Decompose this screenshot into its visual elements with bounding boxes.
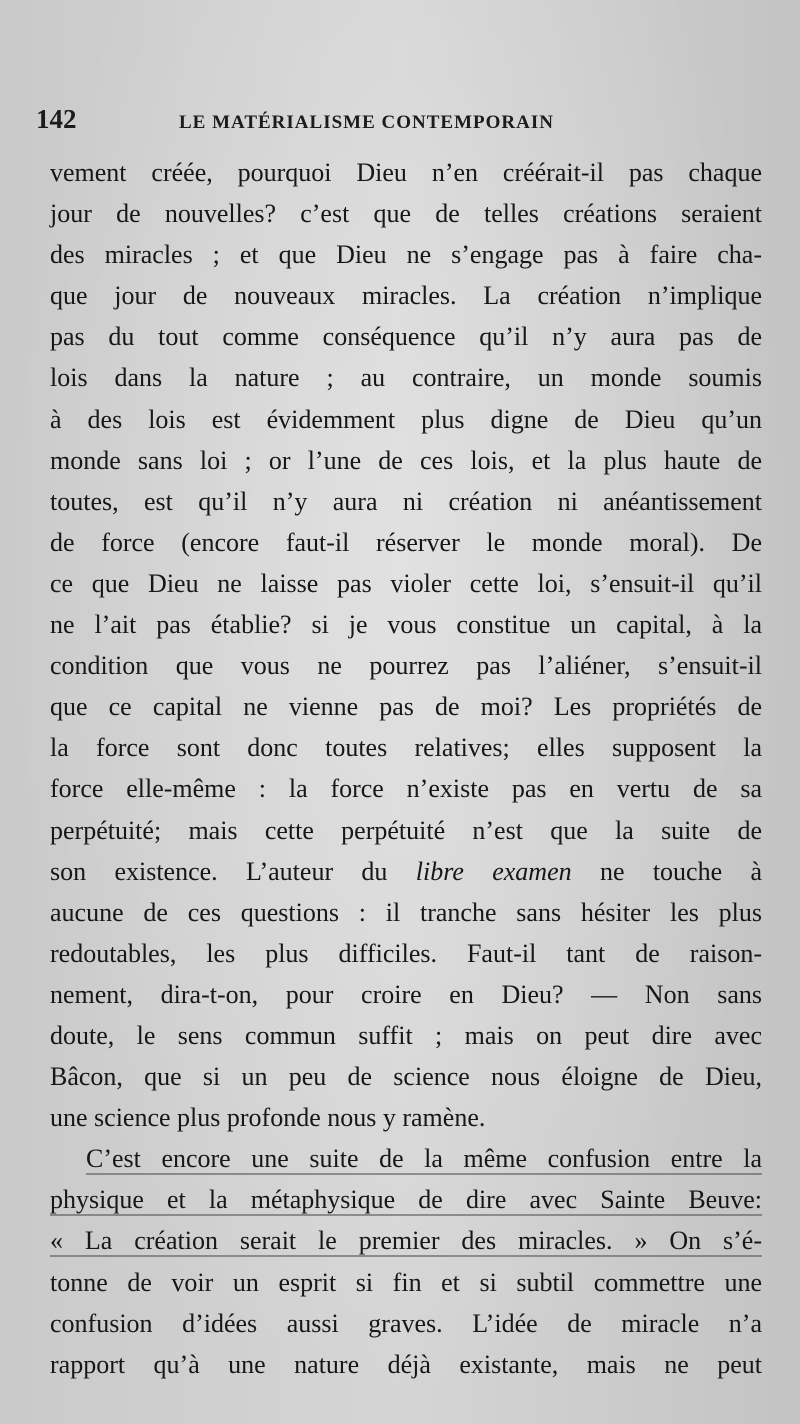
page-number: 142 xyxy=(36,104,77,134)
text-line: que jour de nouveaux miracles. La création n’implique xyxy=(50,281,762,311)
text-line: physique et la métaphysique de dire avec Sainte Beuve: xyxy=(50,1185,762,1215)
paragraph-last-line: une science plus profonde nous y ramène. xyxy=(50,1103,486,1133)
text-line: toutes, est qu’il n’y aura ni création ni anéantissement xyxy=(50,486,762,516)
text-segment: ne touche à xyxy=(571,856,762,886)
text-line: ce que Dieu ne laisse pas violer cette loi, s’ensuit-il qu’il xyxy=(50,568,762,598)
text-line: redoutables, les plus difficiles. Faut-il tant de raison- xyxy=(50,938,762,968)
italic-title: libre examen xyxy=(415,856,572,886)
text-line: « La création serait le premier des miracles. » On s’é- xyxy=(50,1226,762,1256)
text-line: condition que vous ne pourrez pas l’aliéner, s’ensuit-il xyxy=(50,651,762,681)
text-line: la force sont donc toutes relatives; elles supposent la xyxy=(50,733,762,763)
text-line: doute, le sens commun suffit ; mais on peut dire avec xyxy=(50,1020,762,1050)
text-line: pas du tout comme conséquence qu’il n’y aura pas de xyxy=(50,322,762,352)
text-line: confusion d’idées aussi graves. L’idée de miracle n’a xyxy=(50,1308,762,1338)
text-line: ne l’ait pas établie? si je vous constitue un capital, à la xyxy=(50,610,762,640)
text-line-with-italic xyxy=(50,851,762,892)
text-line: des miracles ; et que Dieu ne s’engage pas à faire cha- xyxy=(50,240,762,270)
text-line: à des lois est évidemment plus digne de Dieu qu’un xyxy=(50,404,762,434)
body-text xyxy=(50,152,762,1385)
text-line: jour de nouvelles? c’est que de telles créations seraient xyxy=(50,199,762,229)
text-line: aucune de ces questions : il tranche sans hésiter les plus xyxy=(50,897,762,927)
text-segment: son existence. L’auteur du xyxy=(50,856,416,886)
text-line: tonne de voir un esprit si fin et si subtil commettre une xyxy=(50,1267,762,1297)
text-line: Bâcon, que si un peu de science nous éloigne de Dieu, xyxy=(50,1062,762,1092)
text-line: force elle-même : la force n’existe pas en vertu de sa xyxy=(50,774,762,804)
paragraph-first-line: C’est encore une suite de la même confusion entre la xyxy=(86,1144,762,1174)
page-header xyxy=(36,104,776,144)
text-line: lois dans la nature ; au contraire, un monde soumis xyxy=(50,363,762,393)
text-line: nement, dira-t-on, pour croire en Dieu? — Non sans xyxy=(50,979,762,1009)
text-line: perpétuité; mais cette perpétuité n’est que la suite de xyxy=(50,815,762,845)
text-line: que ce capital ne vienne pas de moi? Les propriétés de xyxy=(50,692,762,722)
text-line: monde sans loi ; or l’une de ces lois, et la plus haute de xyxy=(50,445,762,475)
text-line: de force (encore faut-il réserver le monde moral). De xyxy=(50,527,762,557)
running-title: LE MATÉRIALISME CONTEMPORAIN xyxy=(179,112,554,133)
text-line: vement créée, pourquoi Dieu n’en créérait-il pas chaque xyxy=(50,158,762,187)
text-line: rapport qu’à une nature déjà existante, mais ne peut xyxy=(50,1349,762,1379)
